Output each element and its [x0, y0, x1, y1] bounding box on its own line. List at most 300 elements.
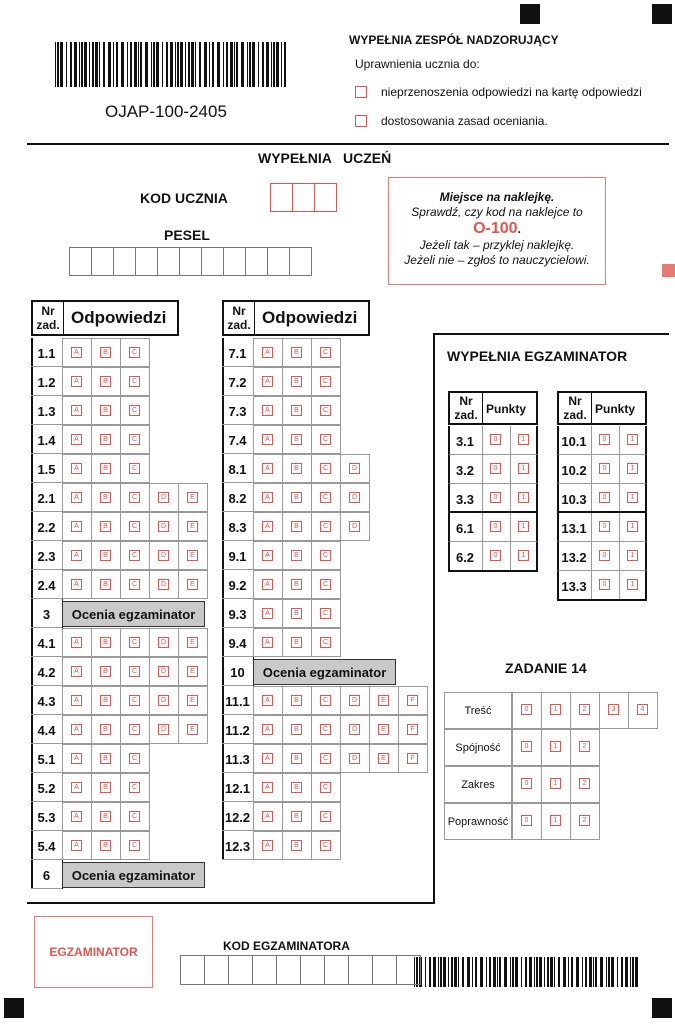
option-c-checkbox[interactable]: C [129, 637, 140, 648]
pesel-digit[interactable] [245, 247, 268, 276]
option-d-checkbox[interactable]: D [158, 579, 169, 590]
option-b-checkbox[interactable]: B [291, 347, 302, 358]
option-b-checkbox[interactable]: B [100, 840, 111, 851]
option-b-checkbox[interactable]: B [291, 724, 302, 735]
option-a-checkbox[interactable]: A [262, 753, 273, 764]
table-border [222, 744, 224, 773]
question-number: 3.1 [455, 434, 475, 449]
option-b-checkbox[interactable]: B [291, 695, 302, 706]
option-c-checkbox[interactable]: C [320, 608, 331, 619]
option-b-checkbox[interactable]: B [100, 811, 111, 822]
option-b-checkbox[interactable]: B [291, 579, 302, 590]
score-1-checkbox[interactable]: 1 [627, 463, 638, 474]
score-1-checkbox[interactable]: 1 [550, 778, 561, 789]
option-c-checkbox[interactable]: C [320, 405, 331, 416]
kod-egzaminatora-digit[interactable] [252, 955, 277, 985]
barcode [55, 42, 290, 87]
option-e-checkbox[interactable]: E [187, 695, 198, 706]
question-number: 1.5 [37, 462, 56, 477]
option-e-checkbox[interactable]: E [187, 637, 198, 648]
kod-egzaminatora-digit[interactable] [300, 955, 325, 985]
option-c-checkbox[interactable]: C [320, 376, 331, 387]
option-e-checkbox[interactable]: E [187, 492, 198, 503]
question-number: 2.2 [37, 520, 56, 535]
option-b-checkbox[interactable]: B [291, 782, 302, 793]
table-border [222, 657, 224, 686]
option-a-checkbox[interactable]: A [71, 840, 82, 851]
option-b-checkbox[interactable]: B [291, 376, 302, 387]
option-d-checkbox[interactable]: D [158, 492, 169, 503]
option-a-checkbox[interactable]: A [262, 492, 273, 503]
option-b-checkbox[interactable]: B [100, 434, 111, 445]
option-c-checkbox[interactable]: C [320, 840, 331, 851]
option-c-checkbox[interactable]: C [320, 637, 331, 648]
option-a-checkbox[interactable]: A [71, 347, 82, 358]
option-d-checkbox[interactable]: D [158, 666, 169, 677]
punkty-header: Punkty [486, 402, 527, 416]
question-number: 3.2 [455, 463, 475, 478]
option-e-checkbox[interactable]: E [378, 753, 389, 764]
table-border [222, 570, 224, 599]
sticker-area [388, 177, 606, 285]
score-0-checkbox[interactable]: 0 [490, 521, 501, 532]
table-border [31, 715, 33, 744]
score-1-checkbox[interactable]: 1 [627, 492, 638, 503]
option-b-checkbox[interactable]: B [291, 608, 302, 619]
option-a-checkbox[interactable]: A [262, 608, 273, 619]
question-number: 1.1 [37, 346, 56, 361]
nr-zad-header [224, 302, 255, 334]
table-border [222, 454, 224, 483]
option-a-checkbox[interactable]: A [71, 666, 82, 677]
score-1-checkbox[interactable]: 1 [518, 521, 529, 532]
score-0-checkbox[interactable]: 0 [490, 463, 501, 474]
table-border [31, 483, 33, 512]
table-border [222, 482, 253, 483]
option-b-checkbox[interactable]: B [291, 840, 302, 851]
option-b-checkbox[interactable]: B [100, 347, 111, 358]
option-c-checkbox[interactable]: C [320, 695, 331, 706]
corner-marker [652, 998, 672, 1018]
rights-label: Uprawnienia ucznia do: [355, 57, 480, 71]
option-f-checkbox[interactable]: F [407, 753, 418, 764]
table-border [222, 453, 253, 454]
table-border [31, 425, 33, 454]
option-a-checkbox[interactable]: A [71, 405, 82, 416]
score-1-checkbox[interactable]: 1 [518, 492, 529, 503]
pesel-digit[interactable] [179, 247, 202, 276]
sticker-line2: Sprawdź, czy kod na naklejce to [411, 205, 583, 219]
pesel-digit[interactable] [267, 247, 290, 276]
table-border [222, 338, 224, 367]
score-1-checkbox[interactable]: 1 [518, 434, 529, 445]
option-b-checkbox[interactable]: B [100, 492, 111, 503]
option-a-checkbox[interactable]: A [71, 434, 82, 445]
pesel-digit[interactable] [157, 247, 180, 276]
divider [433, 333, 435, 903]
option-a-checkbox[interactable]: A [71, 376, 82, 387]
table-border [222, 628, 224, 657]
option-a-checkbox[interactable]: A [71, 550, 82, 561]
option-a-checkbox[interactable]: A [262, 434, 273, 445]
option-e-checkbox[interactable]: E [187, 579, 198, 590]
table-border [222, 424, 253, 425]
criterion-label: Poprawność [444, 803, 512, 840]
option-a-checkbox[interactable]: A [262, 579, 273, 590]
examiner-right-header [557, 391, 647, 425]
score-0-checkbox[interactable]: 0 [599, 521, 610, 532]
option-b-checkbox[interactable]: B [291, 434, 302, 445]
exam-code: OJAP-100-2405 [105, 102, 227, 121]
table-border [222, 715, 224, 744]
question-number: 8.3 [228, 520, 247, 535]
option-a-checkbox[interactable]: A [262, 376, 273, 387]
question-number: 6.1 [455, 521, 475, 536]
score-1-checkbox[interactable]: 1 [518, 463, 529, 474]
table-border [222, 395, 253, 396]
question-number: 8.2 [228, 491, 247, 506]
option-b-checkbox[interactable]: B [291, 405, 302, 416]
option-c-checkbox[interactable]: C [129, 724, 140, 735]
option-e-checkbox[interactable]: E [187, 724, 198, 735]
option-a-checkbox[interactable]: A [71, 463, 82, 474]
score-2-checkbox[interactable]: 2 [579, 704, 590, 715]
score-0-checkbox[interactable]: 0 [521, 815, 532, 826]
nr-zad-header [450, 393, 483, 423]
option-b-checkbox[interactable]: B [100, 724, 111, 735]
sticker-line3: Jeżeli tak – przyklej naklejkę. [419, 238, 575, 252]
score-1-checkbox[interactable]: 1 [627, 550, 638, 561]
option-b-checkbox[interactable]: B [291, 811, 302, 822]
option-b-checkbox[interactable]: B [100, 782, 111, 793]
question-number: 8.1 [228, 462, 247, 477]
option-b-checkbox[interactable]: B [100, 463, 111, 474]
table-border [31, 831, 33, 860]
score-2-checkbox[interactable]: 2 [579, 741, 590, 752]
option-b-checkbox[interactable]: B [100, 666, 111, 677]
ocenia-egzaminator-cell: Ocenia egzaminator [62, 601, 205, 627]
kod-egzaminatora-digit[interactable] [348, 955, 373, 985]
question-number: 10.3 [561, 492, 587, 507]
option-d-checkbox[interactable]: D [349, 492, 360, 503]
right1-label: nieprzenoszenia odpowiedzi na kartę odpowiedzi [381, 85, 642, 99]
table-border [31, 627, 62, 628]
question-number: 5.1 [37, 752, 56, 767]
pesel-digit[interactable] [69, 247, 92, 276]
score-4-checkbox[interactable]: 4 [637, 704, 648, 715]
kod-egzaminatora-digit[interactable] [396, 955, 421, 985]
zad-label: zad. [563, 408, 587, 422]
option-b-checkbox[interactable]: B [291, 492, 302, 503]
option-c-checkbox[interactable]: C [320, 521, 331, 532]
question-number: 11.3 [225, 752, 250, 767]
option-d-checkbox[interactable]: D [158, 521, 169, 532]
option-c-checkbox[interactable]: C [129, 579, 140, 590]
question-number: 12.3 [224, 839, 251, 854]
table-border [31, 395, 62, 396]
score-1-checkbox[interactable]: 1 [627, 521, 638, 532]
option-c-checkbox[interactable]: C [320, 579, 331, 590]
table-border [222, 685, 253, 686]
question-number: 1.4 [37, 433, 56, 448]
punkty-header: Punkty [595, 402, 636, 416]
option-c-checkbox[interactable]: C [129, 405, 140, 416]
kod-ucznia-digit[interactable] [270, 183, 293, 212]
option-b-checkbox[interactable]: B [291, 637, 302, 648]
option-f-checkbox[interactable]: F [407, 695, 418, 706]
pesel-digit[interactable] [223, 247, 246, 276]
nr-label: Nr [41, 304, 55, 318]
score-0-checkbox[interactable]: 0 [521, 704, 532, 715]
kod-egzaminatora-label: KOD EGZAMINATORA [223, 939, 350, 953]
table-border [222, 656, 253, 657]
option-b-checkbox[interactable]: B [291, 463, 302, 474]
question-number: 4.4 [37, 723, 56, 738]
option-a-checkbox[interactable]: A [262, 637, 273, 648]
option-b-checkbox[interactable]: B [100, 637, 111, 648]
option-a-checkbox[interactable]: A [262, 695, 273, 706]
sticker-line4: Jeżeli nie – zgłoś to nauczycielowi. [404, 253, 590, 267]
table-border [222, 859, 253, 860]
ocenia-egzaminator-cell: Ocenia egzaminator [62, 862, 205, 888]
score-3-checkbox[interactable]: 3 [608, 704, 619, 715]
option-e-checkbox[interactable]: E [378, 724, 389, 735]
question-number: 3 [42, 607, 51, 622]
option-a-checkbox[interactable]: A [71, 724, 82, 735]
kod-ucznia-digit[interactable] [314, 183, 337, 212]
kod-egzaminatora-digit[interactable] [324, 955, 349, 985]
question-number: 1.2 [37, 375, 56, 390]
option-e-checkbox[interactable]: E [378, 695, 389, 706]
option-d-checkbox[interactable]: D [158, 695, 169, 706]
option-b-checkbox[interactable]: B [291, 521, 302, 532]
kod-egzaminatora-digit[interactable] [204, 955, 229, 985]
score-1-checkbox[interactable]: 1 [550, 741, 561, 752]
table-border [31, 366, 62, 367]
table-border [31, 859, 62, 860]
option-b-checkbox[interactable]: B [100, 550, 111, 561]
option-a-checkbox[interactable]: A [71, 753, 82, 764]
option-c-checkbox[interactable]: C [320, 811, 331, 822]
table-border [222, 425, 224, 454]
table-border [31, 541, 33, 570]
score-0-checkbox[interactable]: 0 [599, 463, 610, 474]
egzaminator-label: EGZAMINATOR [49, 945, 138, 959]
table-border [31, 656, 62, 657]
option-d-checkbox[interactable]: D [349, 753, 360, 764]
pesel-label: PESEL [164, 227, 210, 243]
score-2-checkbox[interactable]: 2 [579, 778, 590, 789]
option-d-checkbox[interactable]: D [158, 637, 169, 648]
table-border [448, 570, 538, 572]
kod-ucznia-digit[interactable] [292, 183, 315, 212]
score-0-checkbox[interactable]: 0 [599, 492, 610, 503]
option-c-checkbox[interactable]: C [320, 492, 331, 503]
table-border [31, 512, 33, 541]
option-c-checkbox[interactable]: C [129, 840, 140, 851]
option-c-checkbox[interactable]: C [129, 695, 140, 706]
right1-checkbox[interactable] [355, 86, 367, 98]
score-2-checkbox[interactable]: 2 [579, 815, 590, 826]
sticker-line1: Miejsce na naklejkę. [439, 190, 555, 204]
option-c-checkbox[interactable]: C [129, 811, 140, 822]
option-d-checkbox[interactable]: D [349, 521, 360, 532]
pesel-digit[interactable] [91, 247, 114, 276]
table-border [222, 772, 253, 773]
option-b-checkbox[interactable]: B [291, 753, 302, 764]
kod-egzaminatora-digit[interactable] [180, 955, 205, 985]
option-a-checkbox[interactable]: A [262, 782, 273, 793]
option-f-checkbox[interactable]: F [407, 724, 418, 735]
corner-marker [652, 4, 672, 24]
option-c-checkbox[interactable]: C [129, 463, 140, 474]
table-border [31, 628, 33, 657]
score-0-checkbox[interactable]: 0 [599, 550, 610, 561]
option-c-checkbox[interactable]: C [129, 492, 140, 503]
table-border [31, 802, 33, 831]
question-number: 7.2 [228, 375, 247, 390]
option-c-checkbox[interactable]: C [320, 347, 331, 358]
option-a-checkbox[interactable]: A [71, 579, 82, 590]
table-border [31, 570, 33, 599]
option-a-checkbox[interactable]: A [262, 521, 273, 532]
option-c-checkbox[interactable]: C [320, 782, 331, 793]
table-border [31, 801, 62, 802]
question-number: 10.2 [561, 463, 587, 478]
option-a-checkbox[interactable]: A [71, 695, 82, 706]
option-c-checkbox[interactable]: C [320, 434, 331, 445]
nr-label: Nr [232, 304, 246, 318]
option-e-checkbox[interactable]: E [187, 521, 198, 532]
option-d-checkbox[interactable]: D [349, 463, 360, 474]
option-d-checkbox[interactable]: D [349, 695, 360, 706]
kod-egzaminatora-digit[interactable] [276, 955, 301, 985]
question-number: 7.4 [228, 433, 247, 448]
kod-egzaminatora-digit[interactable] [228, 955, 253, 985]
option-c-checkbox[interactable]: C [320, 724, 331, 735]
score-0-checkbox[interactable]: 0 [490, 434, 501, 445]
nr-zad-header [33, 302, 64, 334]
option-b-checkbox[interactable]: B [291, 550, 302, 561]
table-border [222, 366, 253, 367]
option-e-checkbox[interactable]: E [187, 550, 198, 561]
option-a-checkbox[interactable]: A [262, 405, 273, 416]
score-0-checkbox[interactable]: 0 [599, 434, 610, 445]
table-border [222, 598, 253, 599]
question-number: 2.3 [37, 549, 56, 564]
score-0-checkbox[interactable]: 0 [490, 492, 501, 503]
pesel-digit[interactable] [113, 247, 136, 276]
question-number: 7.3 [228, 404, 247, 419]
option-c-checkbox[interactable]: C [320, 753, 331, 764]
question-number: 3.3 [455, 492, 475, 507]
question-number: 4.1 [37, 636, 56, 651]
option-b-checkbox[interactable]: B [100, 376, 111, 387]
criterion-label: Spójność [444, 729, 512, 766]
score-1-checkbox[interactable]: 1 [518, 550, 529, 561]
option-a-checkbox[interactable]: A [262, 840, 273, 851]
table-border [31, 424, 62, 425]
table-border [31, 540, 62, 541]
question-number: 13.1 [561, 521, 587, 536]
kod-egzaminatora-digit[interactable] [372, 955, 397, 985]
option-d-checkbox[interactable]: D [158, 550, 169, 561]
pesel-digit[interactable] [289, 247, 312, 276]
table-border [222, 627, 253, 628]
table-border [222, 569, 253, 570]
table-border [222, 367, 224, 396]
option-c-checkbox[interactable]: C [129, 376, 140, 387]
score-1-checkbox[interactable]: 1 [550, 815, 561, 826]
option-c-checkbox[interactable]: C [320, 550, 331, 561]
pesel-digit[interactable] [135, 247, 158, 276]
option-c-checkbox[interactable]: C [129, 434, 140, 445]
supervisor-title: WYPEŁNIA ZESPÓŁ NADZORUJĄCY [349, 33, 559, 47]
option-c-checkbox[interactable]: C [129, 550, 140, 561]
question-number: 12.2 [224, 810, 251, 825]
option-a-checkbox[interactable]: A [71, 637, 82, 648]
option-c-checkbox[interactable]: C [129, 782, 140, 793]
question-number: 10 [230, 665, 245, 680]
option-b-checkbox[interactable]: B [100, 695, 111, 706]
table-border [31, 569, 62, 570]
option-a-checkbox[interactable]: A [262, 463, 273, 474]
table-border [31, 773, 33, 802]
question-number: 5.2 [37, 781, 56, 796]
table-border [222, 830, 253, 831]
pesel-digit[interactable] [201, 247, 224, 276]
score-1-checkbox[interactable]: 1 [550, 704, 561, 715]
option-b-checkbox[interactable]: B [100, 405, 111, 416]
score-0-checkbox[interactable]: 0 [490, 550, 501, 561]
option-a-checkbox[interactable]: A [71, 521, 82, 532]
option-d-checkbox[interactable]: D [158, 724, 169, 735]
option-a-checkbox[interactable]: A [71, 492, 82, 503]
question-number: 5.4 [37, 839, 56, 854]
option-a-checkbox[interactable]: A [262, 811, 273, 822]
option-a-checkbox[interactable]: A [71, 782, 82, 793]
option-d-checkbox[interactable]: D [349, 724, 360, 735]
criterion-label: Zakres [444, 766, 512, 803]
examiner-title: WYPEŁNIA EGZAMINATOR [447, 348, 628, 364]
option-b-checkbox[interactable]: B [100, 753, 111, 764]
option-c-checkbox[interactable]: C [320, 463, 331, 474]
option-c-checkbox[interactable]: C [129, 521, 140, 532]
score-0-checkbox[interactable]: 0 [521, 778, 532, 789]
option-c-checkbox[interactable]: C [129, 347, 140, 358]
right2-checkbox[interactable] [355, 115, 367, 127]
option-b-checkbox[interactable]: B [100, 579, 111, 590]
table-border [31, 888, 62, 889]
odpowiedzi-header: Odpowiedzi [262, 308, 358, 327]
question-number: 12.1 [224, 781, 251, 796]
option-c-checkbox[interactable]: C [129, 666, 140, 677]
score-0-checkbox[interactable]: 0 [599, 579, 610, 590]
score-0-checkbox[interactable]: 0 [521, 741, 532, 752]
option-b-checkbox[interactable]: B [100, 521, 111, 532]
option-a-checkbox[interactable]: A [262, 347, 273, 358]
option-e-checkbox[interactable]: E [187, 666, 198, 677]
option-c-checkbox[interactable]: C [129, 753, 140, 764]
score-1-checkbox[interactable]: 1 [627, 434, 638, 445]
option-a-checkbox[interactable]: A [262, 724, 273, 735]
option-a-checkbox[interactable]: A [71, 811, 82, 822]
zad-label: zad. [36, 318, 60, 332]
table-border [222, 396, 224, 425]
table-border [31, 685, 62, 686]
score-1-checkbox[interactable]: 1 [627, 579, 638, 590]
option-a-checkbox[interactable]: A [262, 550, 273, 561]
